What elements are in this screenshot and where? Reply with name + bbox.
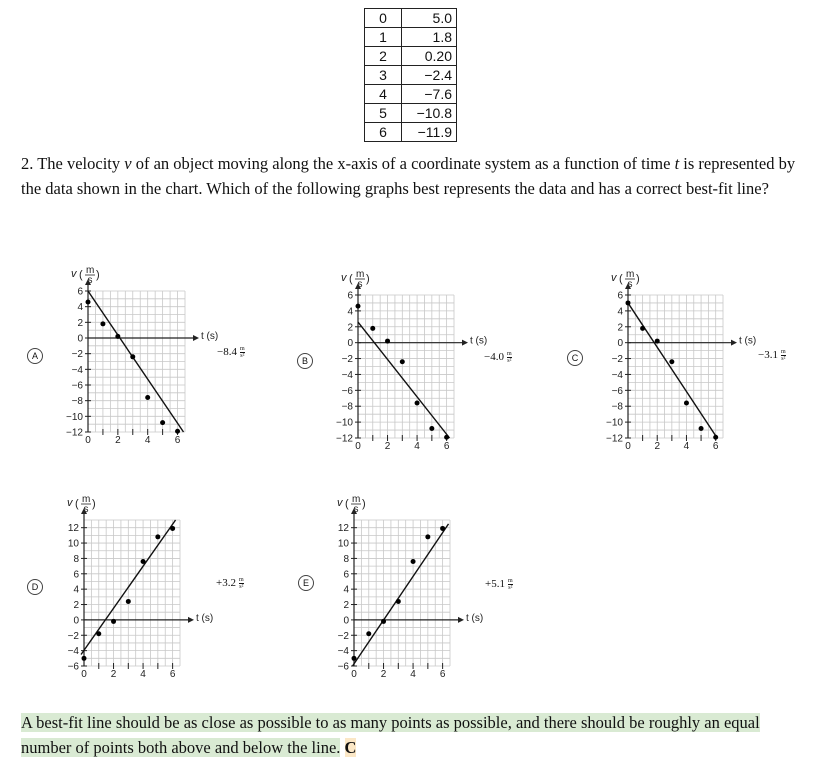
data-point [411,559,416,564]
y-tick-label: 2 [617,322,623,334]
data-point [713,435,718,440]
y-label-paren-open: ( [79,269,83,281]
x-tick-label: 0 [625,441,631,452]
x-tick-label: 0 [351,669,357,680]
data-point [655,339,660,344]
table-row [365,85,457,104]
data-point [352,656,357,661]
table-row [365,28,457,47]
y-tick-label: 10 [337,538,349,550]
data-point [141,559,146,564]
y-label-unit-den: s [357,279,363,290]
y-label-unit-den: s [87,275,93,286]
question-text: 2. The velocity v of an object moving along the x-axis of a coordinate system as a function of time t is represented by the data shown in the chart. Which of the following graphs best represents the data and has a correct best-fit line? [21,154,796,198]
y-tick-label: −12 [66,427,83,439]
option-a-letter: A [27,348,43,364]
y-tick-label: 2 [77,317,83,329]
y-tick-label: 2 [73,600,79,612]
x-axis-label: t (s) [739,335,757,347]
x-axis-arrow [462,340,468,346]
y-label-var: v [341,272,347,284]
velocity-time-table [364,8,457,142]
x-tick-label: 6 [443,441,450,452]
x-axis-arrow [193,335,199,341]
velocity-cell: 5.0 [402,9,457,28]
x-tick-label: 2 [380,669,387,680]
y-tick-label: 10 [67,538,79,550]
y-tick-label: −6 [67,661,79,673]
data-point [381,619,386,624]
option-a-slope: −8.4 $\frac{m}{\text{s²}}$ [217,346,245,359]
data-point [170,526,175,531]
data-point [440,526,445,531]
data-point [640,326,645,331]
y-tick-label: −10 [66,411,83,423]
data-point [130,354,135,359]
data-point [115,334,120,339]
option-a-graph [0,257,219,457]
grid [84,520,180,666]
y-label-unit-den: s [83,504,89,515]
y-tick-label: 4 [73,584,79,596]
best-fit-line [353,524,449,666]
y-label-paren-close: ) [636,273,640,285]
table-row [365,104,457,123]
y-tick-label: 4 [617,306,623,318]
data-point [86,299,91,304]
velocity-cell: −11.9 [402,123,457,142]
option-b-graph [270,257,488,457]
y-label-paren-close: ) [96,269,100,281]
option-b-letter: B [297,353,313,369]
table-row [365,47,457,66]
x-axis-arrow [188,617,194,623]
y-axis-label [67,494,96,515]
time-cell: 2 [365,47,402,66]
data-point [429,426,434,431]
answer-letter: C [344,737,357,757]
y-tick-label: 0 [343,615,349,627]
x-tick-label: 0 [355,441,361,452]
y-tick-label: 8 [343,553,349,565]
data-point [669,359,674,364]
x-tick-label: 6 [439,669,446,680]
x-tick-label: 2 [384,441,391,452]
y-tick-label: −4 [67,646,79,658]
y-tick-label: −4 [337,646,349,658]
y-tick-label: 6 [73,569,79,581]
y-tick-label: 6 [77,286,83,298]
y-label-unit-num: m [626,269,635,280]
y-axis-label [611,269,640,290]
data-point [155,534,160,539]
y-label-unit-num: m [86,265,95,276]
velocity-cell: −10.8 [402,104,457,123]
data-point [626,300,631,305]
y-label-unit-num: m [356,269,365,280]
data-point [385,339,390,344]
y-tick-label: −10 [336,417,353,429]
x-tick-label: 4 [410,669,416,680]
y-label-paren-close: ) [366,273,370,285]
data-point [684,401,689,406]
x-tick-label: 0 [81,669,87,680]
y-tick-label: 0 [77,333,83,345]
y-tick-label: −12 [336,433,353,445]
data-point [425,534,430,539]
option-e-letter: E [298,575,314,591]
option-b-slope: −4.0 $\frac{m}{\text{s²}}$ [484,351,512,364]
velocity-cell: −7.6 [402,85,457,104]
y-tick-label: 0 [347,338,353,350]
x-tick-label: 2 [115,435,121,446]
data-table-clip [364,0,457,142]
velocity-cell: 0.20 [402,47,457,66]
x-tick-label: 4 [144,435,151,446]
y-tick-label: −8 [71,396,83,408]
table-row [365,66,457,85]
y-tick-label: 0 [73,615,79,627]
y-label-var: v [611,272,617,284]
data-point [699,426,704,431]
y-tick-label: 8 [73,553,79,565]
y-label-unit-num: m [352,494,361,505]
x-axis-label: t (s) [201,331,219,342]
data-point [100,321,105,326]
data-point [444,435,449,440]
option-d-letter: D [27,579,43,595]
data-point [175,429,180,434]
y-tick-label: −4 [611,369,623,381]
time-cell: 4 [365,85,402,104]
data-point [400,359,405,364]
y-tick-label: 12 [67,523,79,535]
y-tick-label: 6 [617,290,623,302]
time-cell: 1 [365,28,402,47]
data-point [126,599,131,604]
x-tick-label: 2 [654,441,661,452]
x-tick-label: 0 [85,435,91,446]
data-point [415,401,420,406]
y-tick-label: −8 [341,401,353,413]
y-tick-label: −6 [611,385,623,397]
y-label-var: v [71,268,77,280]
y-tick-label: −2 [341,354,353,366]
x-tick-label: 4 [683,441,690,452]
y-tick-label: 12 [337,523,349,535]
y-label-paren-open: ( [345,498,349,510]
y-tick-label: −6 [337,661,349,673]
data-point [356,304,361,309]
y-tick-label: 2 [347,322,353,334]
data-point [96,631,101,636]
data-point [145,395,150,400]
y-tick-label: 6 [343,569,349,581]
data-point [160,420,165,425]
y-tick-label: 6 [347,290,353,302]
x-axis-arrow [731,340,737,346]
y-tick-label: −2 [67,630,79,642]
time-cell: 6 [365,123,402,142]
option-c-slope: −3.1 $\frac{m}{\text{s²}}$ [758,349,786,362]
grid [628,295,723,438]
y-tick-label: 4 [347,306,353,318]
best-fit-line [628,303,717,438]
x-axis-label: t (s) [470,335,488,347]
option-c-letter: C [567,350,583,366]
y-label-var: v [67,497,73,509]
x-tick-label: 6 [174,435,181,446]
option-e-graph [270,478,484,680]
y-tick-label: −4 [71,364,83,376]
y-tick-label: −12 [606,433,623,445]
grid [358,295,454,438]
y-tick-label: −6 [71,380,83,392]
y-label-paren-close: ) [92,498,96,510]
best-fit-line [358,322,450,438]
x-axis-label: t (s) [196,612,214,624]
y-tick-label: −2 [337,630,349,642]
data-point [111,619,116,624]
y-tick-label: −8 [611,401,623,413]
option-c-graph [540,257,757,457]
x-tick-label: 4 [140,669,146,680]
y-tick-label: 4 [343,584,349,596]
x-axis-label: t (s) [466,612,484,624]
time-cell: 3 [365,66,402,85]
y-label-paren-open: ( [619,273,623,285]
time-cell: 0 [365,9,402,28]
y-label-unit-num: m [82,494,91,505]
velocity-cell: −2.4 [402,66,457,85]
table-row [365,123,457,142]
x-tick-label: 6 [169,669,176,680]
table-row [365,9,457,28]
y-label-paren-close: ) [362,498,366,510]
x-axis-arrow [458,617,464,623]
y-tick-label: 2 [343,600,349,612]
data-point [82,656,87,661]
y-tick-label: −4 [341,369,353,381]
explanation-text: A best-fit line should be as close as possible to as many points as possible, and there should be roughly an equal number of points both above and below the line. [21,713,760,757]
data-point [396,599,401,604]
y-axis-label [71,265,100,286]
y-axis-label [341,269,370,290]
y-tick-label: −6 [341,385,353,397]
data-point [366,631,371,636]
y-label-var: v [337,497,343,509]
x-tick-label: 4 [414,441,420,452]
option-d-graph [0,478,214,680]
answer-explanation [21,711,801,760]
y-tick-label: −2 [71,349,83,361]
y-label-unit-den: s [353,504,359,515]
option-d-slope: +3.2 $\frac{m}{\text{s²}}$ [216,577,244,590]
time-cell: 5 [365,104,402,123]
y-tick-label: 4 [77,302,83,314]
y-axis-label [337,494,366,515]
option-e-slope: +5.1 $\frac{m}{\text{s²}}$ [485,578,513,591]
y-label-paren-open: ( [75,498,79,510]
y-label-paren-open: ( [349,273,353,285]
y-tick-label: −10 [606,417,623,429]
velocity-cell: 1.8 [402,28,457,47]
x-tick-label: 2 [110,669,117,680]
y-tick-label: 0 [617,338,623,350]
y-tick-label: −2 [611,354,623,366]
data-point [370,326,375,331]
y-label-unit-den: s [627,279,633,290]
x-tick-label: 6 [712,441,719,452]
